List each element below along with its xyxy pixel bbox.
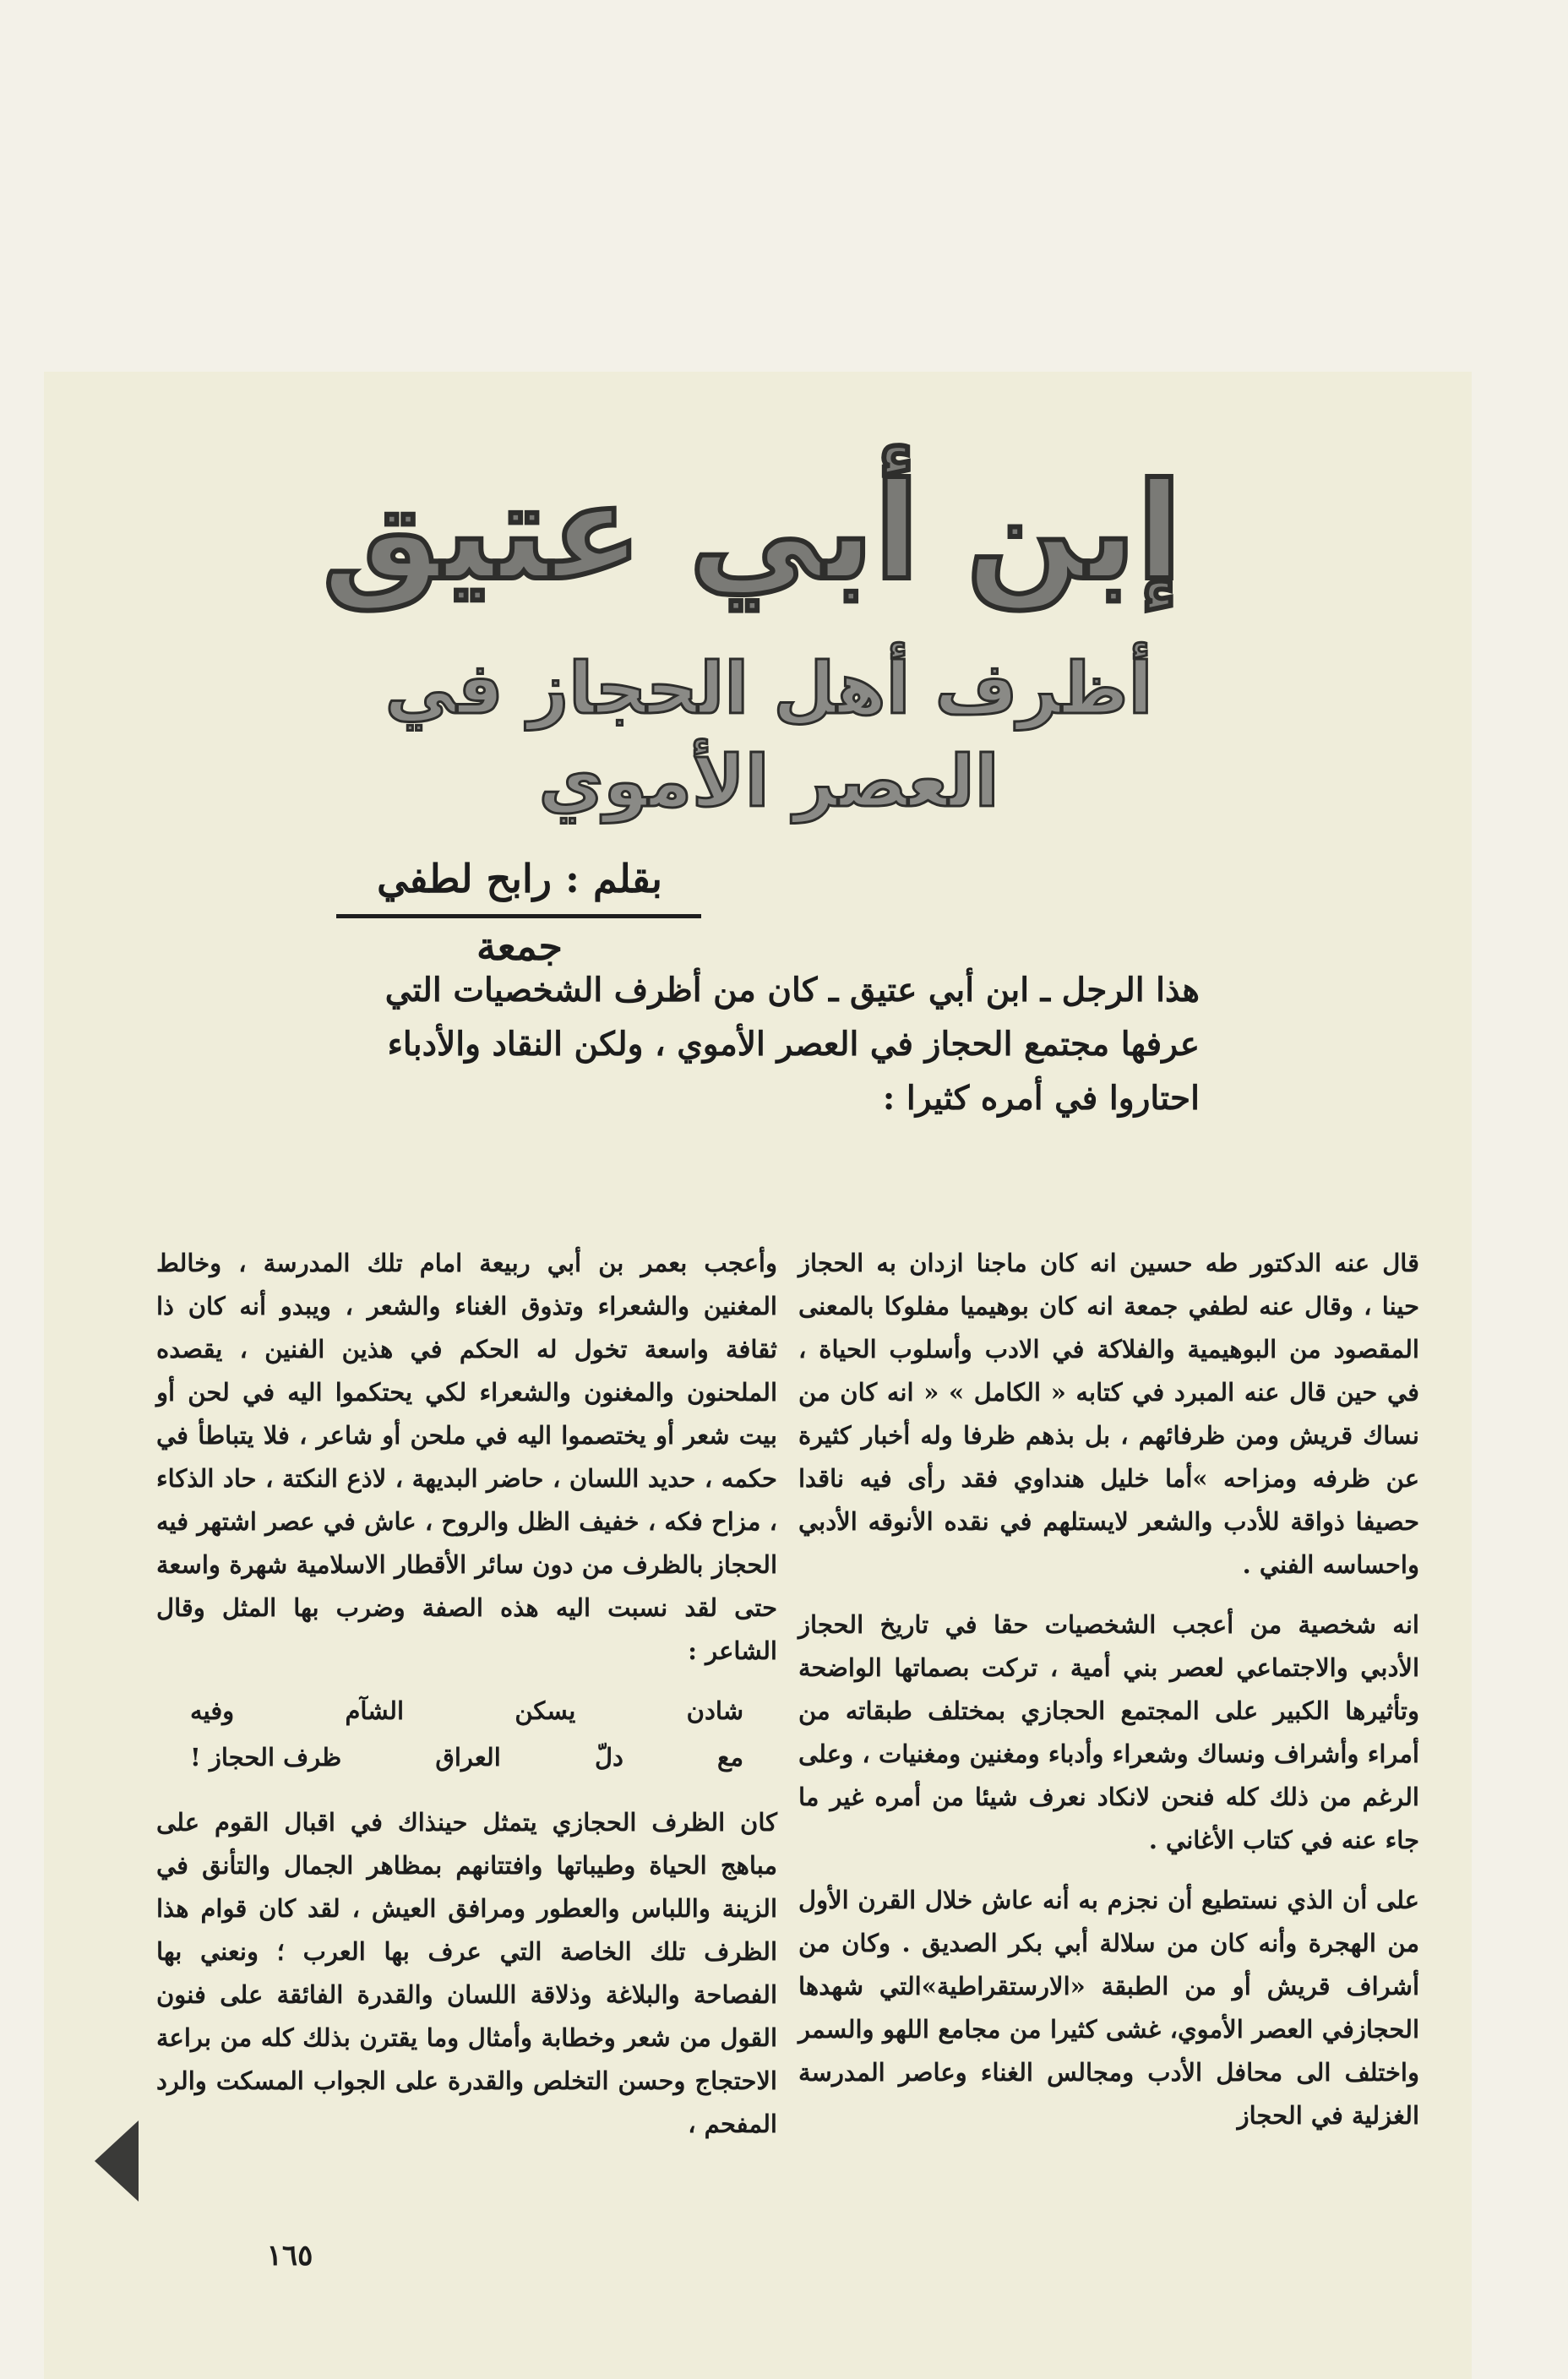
right-paragraph-3: على أن الذي نستطيع أن نجزم به أنه عاش خلال القرن الأول من الهجرة وأنه كان من سلالة أبي بكر الصديق . وكان من أشراف قريش أو من الطبقة «الارستقراطية»التي شهدها الحجازفي العصر الأموي، غشى كثيرا من مجامع اللهو والسمر واختلف الى محافل الأدب ومجالس الغناء وعاصر المدرسة الغزلية في الحجاز: [798, 1886, 1419, 2130]
right-column: [798, 1242, 1419, 2230]
page-number: ١٦٥: [266, 2239, 313, 2273]
intro-paragraph: هذا الرجل ـ ابن أبي عتيق ـ كان من أظرف الشخصيات التي عرفها مجتمع الحجاز في العصر الأموي ، ولكن النقاد والأدباء احتاروا في أمره كثيرا :: [384, 971, 1200, 1118]
verse-word: الشآم: [345, 1696, 405, 1725]
continue-arrow-icon: [95, 2120, 139, 2202]
article-subtitle: أظرف أهل الحجاز في العصر الأموي: [384, 647, 1153, 823]
verse-word: دلّ: [594, 1743, 623, 1772]
poem-verse: [156, 1690, 777, 1779]
verse-word: مع: [717, 1743, 743, 1772]
byline-rule: [336, 914, 701, 918]
left-column: [156, 1242, 777, 2230]
left-paragraph-1: وأعجب بعمر بن أبي ربيعة امام تلك المدرسة ، وخالط المغنين والشعراء وتذوق الغناء والشعر ، ويبدو أنه كان ذا ثقافة واسعة تخول له الحكم في هذين الفنين ، يقصده الملحنون والمغنون والشعراء لكي يحتكموا اليه في لحن أو بيت شعر أو يختصموا اليه في ملحن أو شاعر ، فلا يتباطأ في حكمه ، حديد اللسان ، حاضر البديهة ، لاذع النكتة ، حاد الذكاء ، مزاح فكه ، خفيف الظل والروح ، عاش في عصر اشتهر فيه الحجاز بالظرف من دون سائر الأقطار الاسلامية شهرة واسعة حتى لقد نسبت اليه هذه الصفة وضرب بها المثل وقال الشاعر :: [156, 1249, 777, 1665]
verse-word: وفيه: [190, 1696, 235, 1725]
verse-line-2: [156, 1736, 777, 1779]
right-paragraph-2: انه شخصية من أعجب الشخصيات حقا في تاريخ الحجاز الأدبي والاجتماعي لعصر بني أمية ، تركت بصماتها الواضحة وتأثيرها الكبير على المجتمع الحجازي بمختلف طبقاته من أمراء وأشراف ونساك وشعراء وأدباء ومغنين ومغنيات ، وعلى الرغم من ذلك كله فنحن لانكاد نعرف شيئا من أمره غير ما جاء عنه في كتاب الأغاني .: [798, 1610, 1419, 1854]
article-title: إبن أبي عتيق: [321, 455, 1183, 610]
verse-word: يسكن: [514, 1696, 576, 1725]
verse-line-1: [156, 1690, 777, 1733]
verse-word: العراق: [435, 1743, 501, 1772]
verse-word: ظرف الحجاز !: [190, 1743, 342, 1772]
verse-word: شادن: [686, 1696, 743, 1725]
byline: بقلم : رابح لطفي جمعة: [377, 856, 662, 969]
left-paragraph-2: كان الظرف الحجازي يتمثل حينذاك في اقبال القوم على مباهج الحياة وطيباتها وافتتانهم بمظاهر الجمال والتأنق في الزينة واللباس والعطور ومرافق العيش ، لقد كان قوام هذا الظرف تلك الخاصة التي عرف بها العرب ؛ ونعني بها الفصاحة والبلاغة وذلاقة اللسان والقدرة الفائقة على فنون القول من شعر وخطابة وأمثال وما يقترن بذلك كله من براعة الاحتجاج وحسن التخلص والقدرة على الجواب المسكت والرد المفحم ،: [156, 1808, 777, 2138]
right-paragraph-1: قال عنه الدكتور طه حسين انه كان ماجنا ازدان به الحجاز حينا ، وقال عنه لطفي جمعة انه كان بوهيميا مفلوكا بالمعنى المقصود من البوهيمية والفلاكة في الادب وأسلوب الحياة ، في حين قال عنه المبرد في كتابه « الكامل » « انه كان من نساك قريش ومن ظرفائهم ، بل بذهم ظرفا وله أخبار كثيرة عن ظرفه ومزاحه »أما خليل هنداوي فقد رأى فيه ناقدا حصيفا ذواقة للأدب والشعر لايستلهم في نقده الأنوقه الأدبي واحساسه الفني .: [798, 1249, 1419, 1579]
